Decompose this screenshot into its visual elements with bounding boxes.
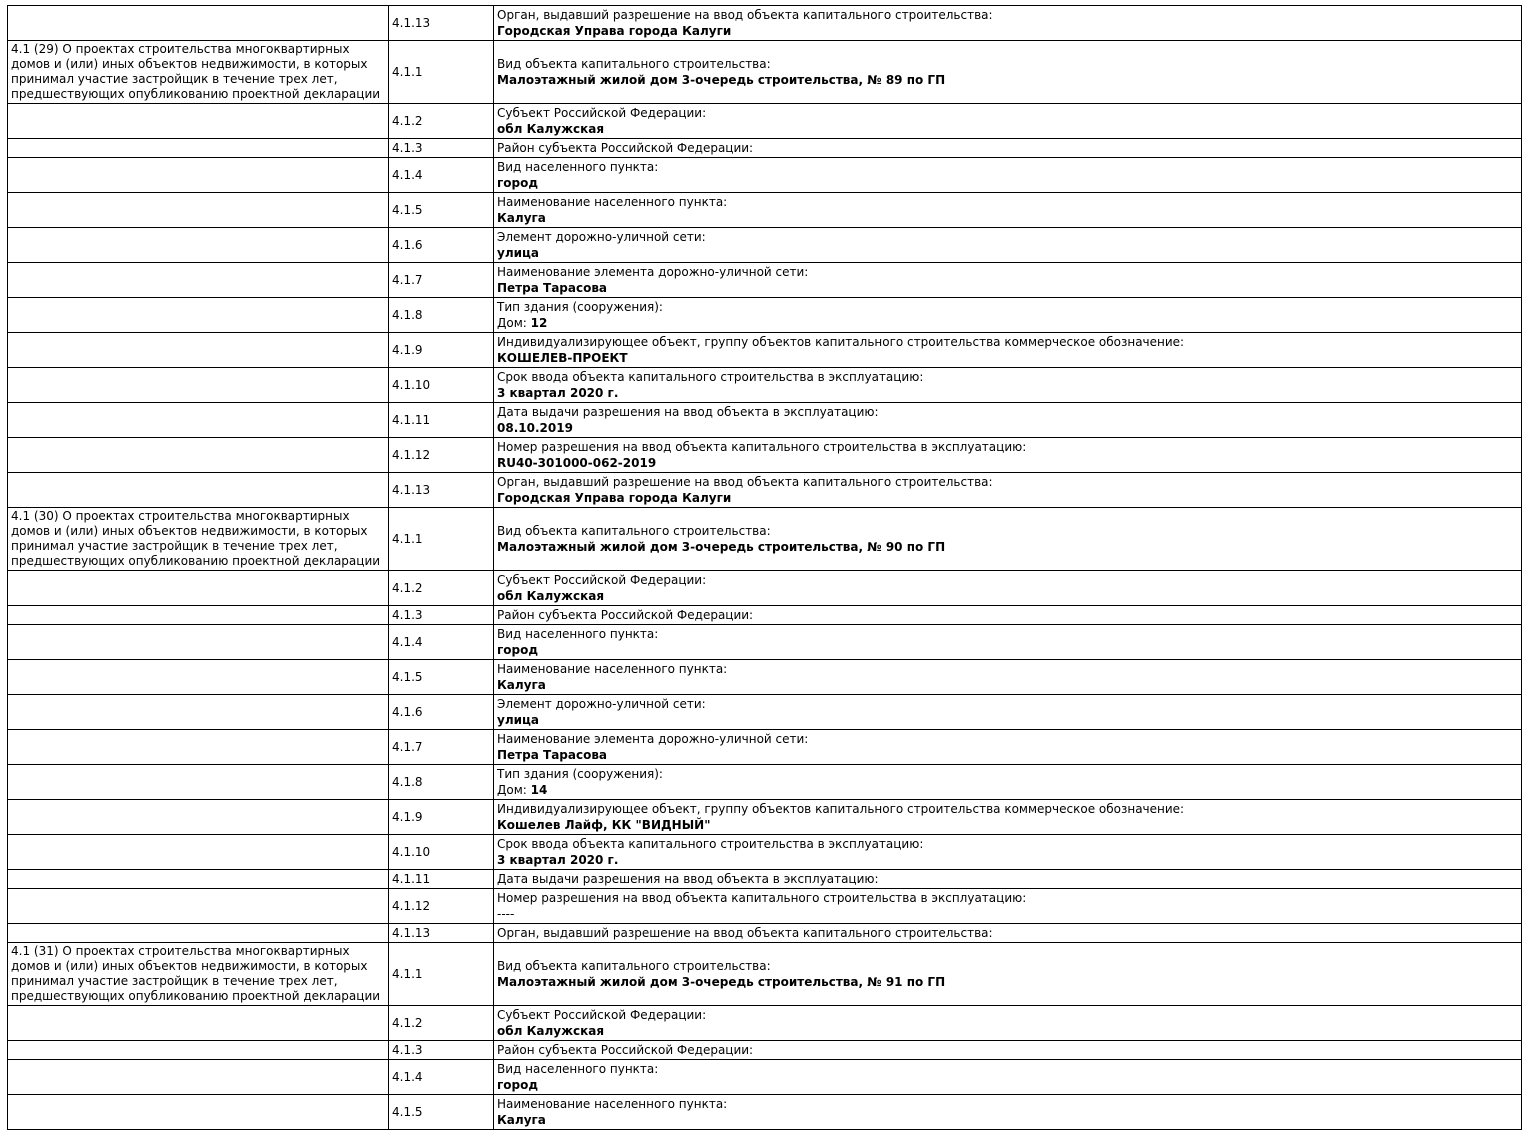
field-label: Наименование элемента дорожно-уличной сети: bbox=[497, 732, 809, 746]
row-number: 4.1.1 bbox=[389, 943, 494, 1006]
table-row bbox=[8, 158, 1522, 193]
row-number: 4.1.10 bbox=[389, 835, 494, 870]
table-row bbox=[8, 438, 1522, 473]
field-value bbox=[497, 906, 1518, 922]
row-number: 4.1.6 bbox=[389, 228, 494, 263]
row-content bbox=[494, 473, 1522, 508]
section-description bbox=[8, 333, 389, 368]
row-content bbox=[494, 263, 1522, 298]
table-row bbox=[8, 298, 1522, 333]
field-value-bold: улица bbox=[497, 713, 540, 727]
row-number: 4.1.10 bbox=[389, 368, 494, 403]
field-value bbox=[497, 175, 1518, 191]
section-description: 4.1 (31) О проектах строительства многоквартирных домов и (или) иных объектов недвижимости, в которых принимал участие застройщик в течение трех лет, предшествующих опубликованию проектной декларации bbox=[8, 943, 389, 1006]
table-row bbox=[8, 924, 1522, 943]
field-label: Дата выдачи разрешения на ввод объекта в эксплуатацию: bbox=[497, 872, 879, 886]
field-value-plain: ---- bbox=[497, 907, 515, 921]
table-row bbox=[8, 571, 1522, 606]
field-value-bold: RU40-301000-062-2019 bbox=[497, 456, 657, 470]
field-label: Наименование элемента дорожно-уличной сети: bbox=[497, 265, 809, 279]
section-description: 4.1 (29) О проектах строительства многоквартирных домов и (или) иных объектов недвижимости, в которых принимал участие застройщик в течение трех лет, предшествующих опубликованию проектной декларации bbox=[8, 41, 389, 104]
row-number: 4.1.12 bbox=[389, 438, 494, 473]
row-number: 4.1.7 bbox=[389, 730, 494, 765]
field-value bbox=[497, 1112, 1518, 1128]
row-number: 4.1.1 bbox=[389, 508, 494, 571]
field-label: Элемент дорожно-уличной сети: bbox=[497, 230, 706, 244]
table-row bbox=[8, 1041, 1522, 1060]
section-description bbox=[8, 730, 389, 765]
row-number: 4.1.2 bbox=[389, 104, 494, 139]
row-number: 4.1.4 bbox=[389, 625, 494, 660]
field-label: Район субъекта Российской Федерации: bbox=[497, 608, 754, 622]
section-description bbox=[8, 835, 389, 870]
field-label: Вид населенного пункта: bbox=[497, 160, 659, 174]
section-description bbox=[8, 473, 389, 508]
row-content bbox=[494, 606, 1522, 625]
section-description bbox=[8, 403, 389, 438]
field-label: Индивидуализирующее объект, группу объектов капитального строительства коммерческое обозначение: bbox=[497, 802, 1185, 816]
table-row bbox=[8, 508, 1522, 571]
section-description bbox=[8, 765, 389, 800]
row-content bbox=[494, 41, 1522, 104]
section-description bbox=[8, 625, 389, 660]
row-number: 4.1.11 bbox=[389, 403, 494, 438]
field-value-bold: Калуга bbox=[497, 1113, 546, 1127]
field-value-bold: Кошелев Лайф, КК "ВИДНЫЙ" bbox=[497, 818, 711, 832]
section-description bbox=[8, 6, 389, 41]
table-row bbox=[8, 473, 1522, 508]
declaration-table bbox=[7, 5, 1522, 1130]
field-value-bold: Малоэтажный жилой дом 3-очередь строительства, № 90 по ГП bbox=[497, 540, 946, 554]
row-content bbox=[494, 730, 1522, 765]
field-value bbox=[497, 974, 1518, 990]
field-label: Орган, выдавший разрешение на ввод объекта капитального строительства: bbox=[497, 8, 993, 22]
field-value-bold: город bbox=[497, 643, 539, 657]
section-description bbox=[8, 104, 389, 139]
row-number: 4.1.1 bbox=[389, 41, 494, 104]
table-row bbox=[8, 6, 1522, 41]
field-label: Индивидуализирующее объект, группу объектов капитального строительства коммерческое обозначение: bbox=[497, 335, 1185, 349]
field-value bbox=[497, 72, 1518, 88]
row-number: 4.1.2 bbox=[389, 1006, 494, 1041]
table-row bbox=[8, 625, 1522, 660]
field-value-bold: Малоэтажный жилой дом 3-очередь строительства, № 91 по ГП bbox=[497, 975, 946, 989]
section-description bbox=[8, 139, 389, 158]
field-label: Район субъекта Российской Федерации: bbox=[497, 1043, 754, 1057]
table-row bbox=[8, 870, 1522, 889]
section-description bbox=[8, 1095, 389, 1130]
field-value bbox=[497, 817, 1518, 833]
table-row bbox=[8, 730, 1522, 765]
section-description bbox=[8, 438, 389, 473]
row-content bbox=[494, 333, 1522, 368]
table-row bbox=[8, 695, 1522, 730]
field-value bbox=[497, 121, 1518, 137]
row-content bbox=[494, 403, 1522, 438]
table-row bbox=[8, 943, 1522, 1006]
row-content bbox=[494, 924, 1522, 943]
row-content bbox=[494, 889, 1522, 924]
row-number: 4.1.9 bbox=[389, 333, 494, 368]
field-value-bold: 3 квартал 2020 г. bbox=[497, 853, 619, 867]
row-number: 4.1.13 bbox=[389, 924, 494, 943]
field-value bbox=[497, 1077, 1518, 1093]
field-value-bold: Петра Тарасова bbox=[497, 281, 608, 295]
field-value-bold: 12 bbox=[530, 316, 548, 330]
field-value-bold: город bbox=[497, 176, 539, 190]
field-value-bold: обл Калужская bbox=[497, 122, 605, 136]
section-description bbox=[8, 263, 389, 298]
field-value bbox=[497, 642, 1518, 658]
field-value-bold: обл Калужская bbox=[497, 1024, 605, 1038]
row-number: 4.1.2 bbox=[389, 571, 494, 606]
row-number: 4.1.12 bbox=[389, 889, 494, 924]
field-label: Срок ввода объекта капитального строительства в эксплуатацию: bbox=[497, 370, 924, 384]
field-value bbox=[497, 210, 1518, 226]
section-description bbox=[8, 800, 389, 835]
field-value bbox=[497, 677, 1518, 693]
field-value bbox=[497, 455, 1518, 471]
section-description bbox=[8, 193, 389, 228]
row-number: 4.1.6 bbox=[389, 695, 494, 730]
row-content bbox=[494, 104, 1522, 139]
field-value bbox=[497, 490, 1518, 506]
field-value bbox=[497, 420, 1518, 436]
row-content bbox=[494, 765, 1522, 800]
table-row bbox=[8, 1095, 1522, 1130]
table-row bbox=[8, 41, 1522, 104]
row-number: 4.1.13 bbox=[389, 473, 494, 508]
field-value bbox=[497, 1023, 1518, 1039]
row-number: 4.1.5 bbox=[389, 660, 494, 695]
row-number: 4.1.8 bbox=[389, 298, 494, 333]
field-value-bold: Малоэтажный жилой дом 3-очередь строительства, № 89 по ГП bbox=[497, 73, 946, 87]
table-row bbox=[8, 263, 1522, 298]
field-label: Дата выдачи разрешения на ввод объекта в эксплуатацию: bbox=[497, 405, 879, 419]
field-label: Вид объекта капитального строительства: bbox=[497, 524, 771, 538]
field-value-bold: Калуга bbox=[497, 678, 546, 692]
table-row bbox=[8, 889, 1522, 924]
field-value bbox=[497, 350, 1518, 366]
section-description bbox=[8, 368, 389, 403]
row-content bbox=[494, 1060, 1522, 1095]
table-row bbox=[8, 765, 1522, 800]
row-number: 4.1.3 bbox=[389, 1041, 494, 1060]
field-label: Номер разрешения на ввод объекта капитального строительства в эксплуатацию: bbox=[497, 891, 1027, 905]
table-row bbox=[8, 228, 1522, 263]
row-number: 4.1.11 bbox=[389, 870, 494, 889]
row-content bbox=[494, 193, 1522, 228]
field-value-bold: Городская Управа города Калуги bbox=[497, 24, 732, 38]
field-label: Орган, выдавший разрешение на ввод объекта капитального строительства: bbox=[497, 926, 993, 940]
row-content bbox=[494, 660, 1522, 695]
row-content bbox=[494, 571, 1522, 606]
row-content bbox=[494, 870, 1522, 889]
field-label: Вид объекта капитального строительства: bbox=[497, 57, 771, 71]
table-row bbox=[8, 606, 1522, 625]
field-value bbox=[497, 280, 1518, 296]
field-label: Район субъекта Российской Федерации: bbox=[497, 141, 754, 155]
section-description bbox=[8, 695, 389, 730]
table-row bbox=[8, 368, 1522, 403]
field-value bbox=[497, 852, 1518, 868]
field-label: Вид населенного пункта: bbox=[497, 1062, 659, 1076]
field-value-bold: город bbox=[497, 1078, 539, 1092]
field-value-bold: Петра Тарасова bbox=[497, 748, 608, 762]
field-label: Тип здания (сооружения): bbox=[497, 767, 663, 781]
field-value bbox=[497, 747, 1518, 763]
field-value bbox=[497, 712, 1518, 728]
field-label: Элемент дорожно-уличной сети: bbox=[497, 697, 706, 711]
row-content bbox=[494, 158, 1522, 193]
section-description bbox=[8, 889, 389, 924]
row-number: 4.1.3 bbox=[389, 139, 494, 158]
table-row bbox=[8, 1006, 1522, 1041]
row-content bbox=[494, 695, 1522, 730]
field-label: Орган, выдавший разрешение на ввод объекта капитального строительства: bbox=[497, 475, 993, 489]
row-content bbox=[494, 1006, 1522, 1041]
field-label: Вид населенного пункта: bbox=[497, 627, 659, 641]
field-label: Наименование населенного пункта: bbox=[497, 195, 728, 209]
field-label: Наименование населенного пункта: bbox=[497, 1097, 728, 1111]
field-value-bold: 3 квартал 2020 г. bbox=[497, 386, 619, 400]
field-label: Субъект Российской Федерации: bbox=[497, 106, 707, 120]
field-label: Наименование населенного пункта: bbox=[497, 662, 728, 676]
table-row bbox=[8, 139, 1522, 158]
field-value bbox=[497, 782, 1518, 798]
table-row bbox=[8, 1060, 1522, 1095]
section-description bbox=[8, 158, 389, 193]
row-content bbox=[494, 1095, 1522, 1130]
row-content bbox=[494, 6, 1522, 41]
field-value-plain: Дом: bbox=[497, 316, 531, 330]
row-number: 4.1.9 bbox=[389, 800, 494, 835]
row-content bbox=[494, 625, 1522, 660]
section-description: 4.1 (30) О проектах строительства многоквартирных домов и (или) иных объектов недвижимости, в которых принимал участие застройщик в течение трех лет, предшествующих опубликованию проектной декларации bbox=[8, 508, 389, 571]
row-content bbox=[494, 298, 1522, 333]
field-value bbox=[497, 23, 1518, 39]
field-value-bold: 08.10.2019 bbox=[497, 421, 573, 435]
row-content bbox=[494, 800, 1522, 835]
field-label: Тип здания (сооружения): bbox=[497, 300, 663, 314]
field-value bbox=[497, 245, 1518, 261]
table-row bbox=[8, 835, 1522, 870]
row-content bbox=[494, 943, 1522, 1006]
field-value-bold: КОШЕЛЕВ-ПРОЕКТ bbox=[497, 351, 628, 365]
section-description bbox=[8, 606, 389, 625]
row-number: 4.1.4 bbox=[389, 1060, 494, 1095]
section-description bbox=[8, 298, 389, 333]
field-value-bold: Калуга bbox=[497, 211, 546, 225]
row-content bbox=[494, 438, 1522, 473]
section-description bbox=[8, 660, 389, 695]
section-description bbox=[8, 1041, 389, 1060]
field-value bbox=[497, 315, 1518, 331]
table-row bbox=[8, 333, 1522, 368]
row-content bbox=[494, 368, 1522, 403]
field-value-bold: обл Калужская bbox=[497, 589, 605, 603]
field-label: Срок ввода объекта капитального строительства в эксплуатацию: bbox=[497, 837, 924, 851]
row-content bbox=[494, 139, 1522, 158]
field-label: Вид объекта капитального строительства: bbox=[497, 959, 771, 973]
section-description bbox=[8, 571, 389, 606]
field-value-bold: Городская Управа города Калуги bbox=[497, 491, 732, 505]
field-value-plain: Дом: bbox=[497, 783, 531, 797]
section-description bbox=[8, 870, 389, 889]
row-number: 4.1.13 bbox=[389, 6, 494, 41]
row-content bbox=[494, 508, 1522, 571]
table-row bbox=[8, 660, 1522, 695]
section-description bbox=[8, 1006, 389, 1041]
field-label: Субъект Российской Федерации: bbox=[497, 573, 707, 587]
field-value-bold: 14 bbox=[530, 783, 548, 797]
row-content bbox=[494, 228, 1522, 263]
row-number: 4.1.7 bbox=[389, 263, 494, 298]
row-number: 4.1.5 bbox=[389, 1095, 494, 1130]
row-number: 4.1.8 bbox=[389, 765, 494, 800]
section-description bbox=[8, 228, 389, 263]
table-row bbox=[8, 800, 1522, 835]
row-number: 4.1.3 bbox=[389, 606, 494, 625]
row-number: 4.1.4 bbox=[389, 158, 494, 193]
section-description bbox=[8, 924, 389, 943]
table-body bbox=[8, 6, 1522, 1130]
row-content bbox=[494, 1041, 1522, 1060]
row-number: 4.1.5 bbox=[389, 193, 494, 228]
section-description bbox=[8, 1060, 389, 1095]
field-value bbox=[497, 385, 1518, 401]
field-label: Субъект Российской Федерации: bbox=[497, 1008, 707, 1022]
table-row bbox=[8, 104, 1522, 139]
field-value bbox=[497, 588, 1518, 604]
field-value-bold: улица bbox=[497, 246, 540, 260]
field-label: Номер разрешения на ввод объекта капитального строительства в эксплуатацию: bbox=[497, 440, 1027, 454]
row-content bbox=[494, 835, 1522, 870]
table-row bbox=[8, 403, 1522, 438]
table-row bbox=[8, 193, 1522, 228]
field-value bbox=[497, 539, 1518, 555]
